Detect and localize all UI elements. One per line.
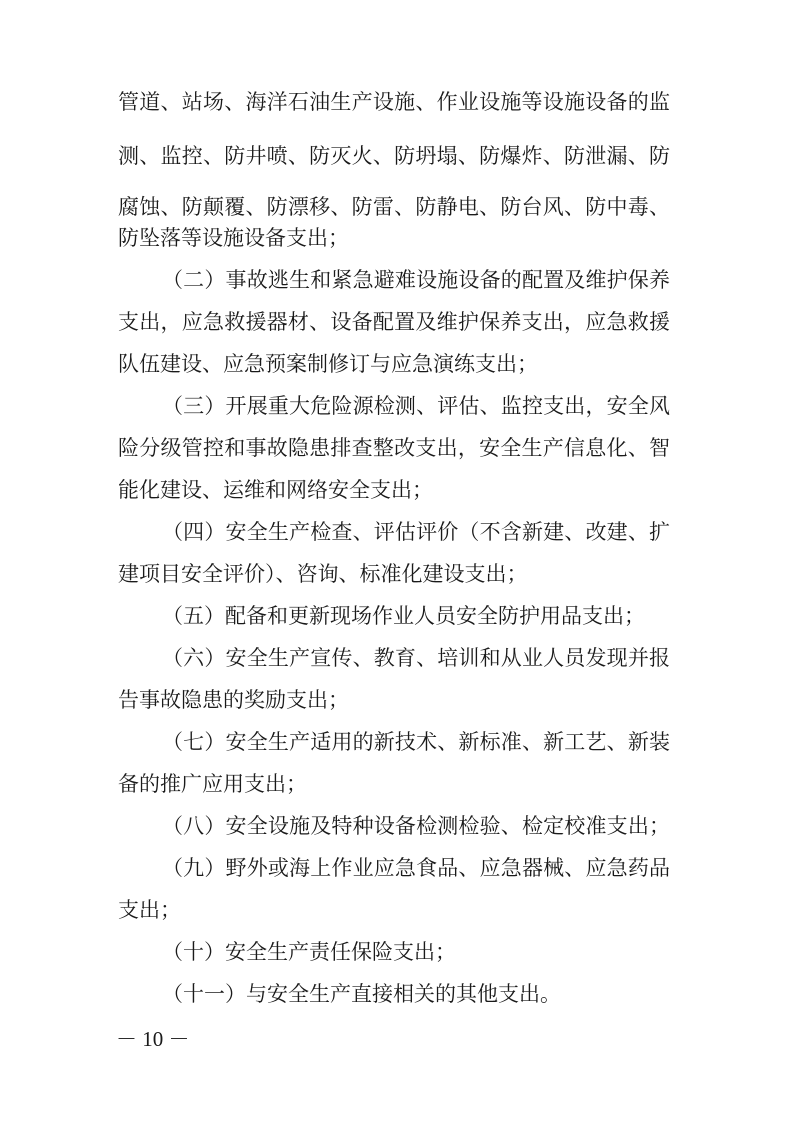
text-line-content: 建项目安全评价）、咨询、标准化建设支出； [118, 562, 528, 586]
text-line [0, 514, 793, 550]
text-line [0, 934, 793, 970]
text-line [0, 138, 793, 174]
text-line-content: 测、监控、防井喷、防灭火、防坍塌、防爆炸、防泄漏、防 [118, 144, 670, 168]
text-line-content: （六）安全生产宣传、教育、培训和从业人员发现并报 [162, 646, 670, 670]
text-line-content: 能化建设、运维和网络安全支出； [118, 478, 433, 502]
text-line [0, 84, 793, 120]
text-line-content: （四）安全生产检查、评估评价（不含新建、改建、扩 [162, 520, 670, 544]
text-line [0, 262, 793, 298]
text-line [0, 430, 793, 466]
text-line [0, 640, 793, 676]
text-line [0, 724, 793, 760]
text-line [0, 220, 793, 256]
text-line [0, 346, 793, 382]
text-line-content: 备的推广应用支出； [118, 772, 307, 796]
text-line-content: 险分级管控和事故隐患排查整改支出，安全生产信息化、智 [118, 436, 670, 460]
text-line-content: （三）开展重大危险源检测、评估、监控支出，安全风 [162, 394, 670, 418]
text-line [0, 892, 793, 928]
text-line-content: 腐蚀、防颠覆、防漂移、防雷、防静电、防台风、防中毒、 [118, 195, 670, 219]
text-line-content: （十一）与安全生产直接相关的其他支出。 [162, 982, 561, 1006]
text-line-content: 支出； [118, 898, 181, 922]
text-line-content: （七）安全生产适用的新技术、新标准、新工艺、新装 [162, 730, 670, 754]
text-line [0, 472, 793, 508]
text-line-content: （十）安全生产责任保险支出； [162, 940, 456, 964]
text-line-content: （八）安全设施及特种设备检测检验、检定校准支出； [162, 814, 670, 838]
text-line-content: （二）事故逃生和紧急避难设施设备的配置及维护保养 [162, 268, 670, 292]
text-line-content: 管道、站场、海洋石油生产设施、作业设施等设施设备的监 [118, 90, 670, 114]
text-line-content: （九）野外或海上作业应急食品、应急器械、应急药品 [162, 856, 670, 880]
page-number: － 10 － [116, 1027, 190, 1051]
text-line-content: 告事故隐患的奖励支出； [118, 688, 349, 712]
text-line [0, 598, 793, 634]
text-line [0, 766, 793, 802]
text-line [0, 388, 793, 424]
text-line [0, 556, 793, 592]
text-line-content: （五）配备和更新现场作业人员安全防护用品支出； [162, 604, 645, 628]
text-line [0, 682, 793, 718]
text-line-content: 支出，应急救援器材、设备配置及维护保养支出，应急救援 [118, 310, 670, 334]
text-line-content: 队伍建设、应急预案制修订与应急演练支出； [118, 352, 538, 376]
text-line [0, 976, 793, 1012]
text-line [0, 304, 793, 340]
text-line [0, 808, 793, 844]
text-line-content: 防坠落等设施设备支出； [118, 226, 349, 250]
text-line [0, 850, 793, 886]
